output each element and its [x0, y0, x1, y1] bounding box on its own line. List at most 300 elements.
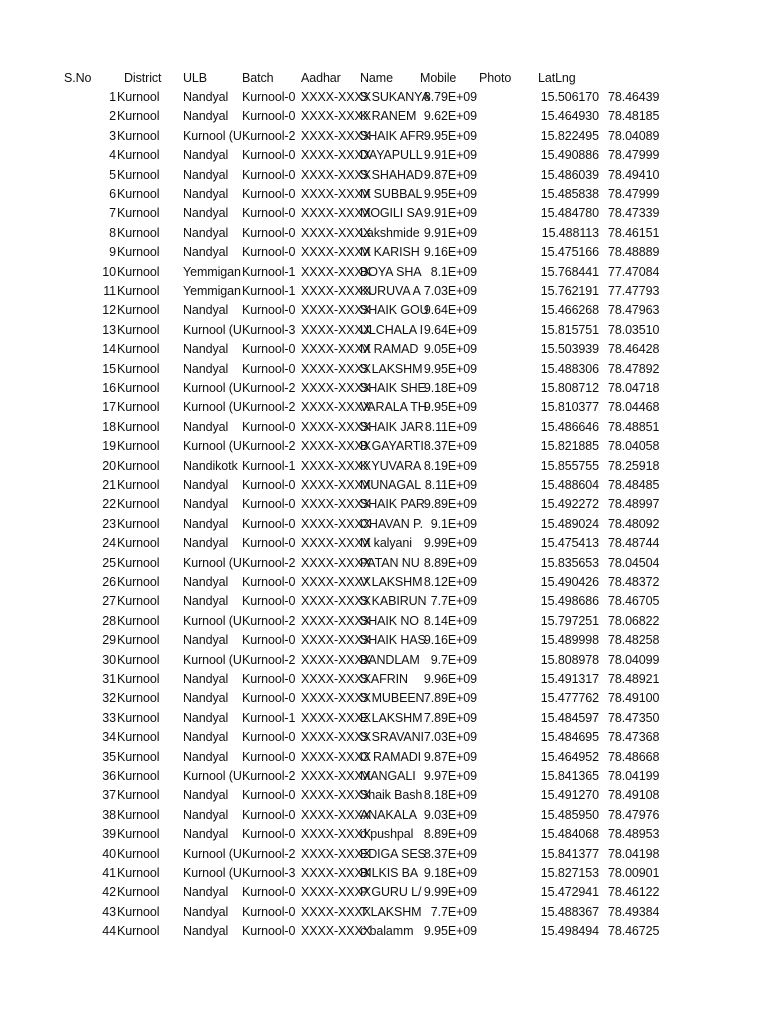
name-cell[interactable]: G RAMADI — [360, 750, 422, 764]
name-cell[interactable]: DAYAPULL — [360, 148, 423, 162]
lat-cell[interactable]: 15.810377 — [540, 400, 599, 414]
mobile-cell[interactable]: 9.64E+09 — [423, 303, 477, 317]
sno-cell[interactable]: 26 — [102, 575, 116, 589]
name-cell[interactable]: KURUVA A — [360, 284, 421, 298]
aadhar-cell[interactable]: XXXX-XXXX — [301, 148, 371, 162]
ulb-cell[interactable]: Nandyal — [183, 788, 229, 802]
batch-cell[interactable]: Kurnool-0 — [242, 633, 296, 647]
name-cell[interactable]: SHAIK GOU — [360, 303, 429, 317]
header-name[interactable]: Name — [360, 71, 393, 85]
lng-cell[interactable]: 78.46439 — [608, 90, 660, 104]
ulb-cell[interactable]: Nandyal — [183, 168, 229, 182]
name-cell[interactable]: S MUBEEN — [360, 691, 425, 705]
batch-cell[interactable]: Kurnool-0 — [242, 90, 296, 104]
header-district[interactable]: District — [124, 71, 162, 85]
district-cell[interactable]: Kurnool — [117, 866, 160, 880]
name-cell[interactable]: V LAKSHM — [360, 575, 423, 589]
lng-cell[interactable]: 78.47350 — [608, 711, 660, 725]
lat-cell[interactable]: 15.484695 — [540, 730, 599, 744]
mobile-cell[interactable]: 7.03E+09 — [423, 284, 477, 298]
lat-cell[interactable]: 15.491317 — [540, 672, 599, 686]
district-cell[interactable]: Kurnool — [117, 420, 160, 434]
mobile-cell[interactable]: 9.89E+09 — [423, 497, 477, 511]
sno-cell[interactable]: 3 — [109, 129, 116, 143]
mobile-cell[interactable]: 9.16E+09 — [423, 633, 477, 647]
aadhar-cell[interactable]: XXXX-XXXX — [301, 168, 371, 182]
lng-cell[interactable]: 78.47999 — [608, 187, 660, 201]
mobile-cell[interactable]: 9.62E+09 — [423, 109, 477, 123]
sno-cell[interactable]: 34 — [102, 730, 116, 744]
name-cell[interactable]: S SRAVANI — [360, 730, 424, 744]
mobile-cell[interactable]: 8.37E+09 — [423, 439, 477, 453]
batch-cell[interactable]: Kurnool-0 — [242, 730, 296, 744]
name-cell[interactable]: SHAIK AFR — [360, 129, 425, 143]
mobile-cell[interactable]: 9.16E+09 — [423, 245, 477, 259]
sno-cell[interactable]: 18 — [102, 420, 116, 434]
name-cell[interactable]: B GAYARTI — [360, 439, 424, 453]
mobile-cell[interactable]: 9.95E+09 — [423, 924, 477, 938]
mobile-cell[interactable]: 9.97E+09 — [423, 769, 477, 783]
district-cell[interactable]: Kurnool — [117, 381, 160, 395]
district-cell[interactable]: Kurnool — [117, 808, 160, 822]
name-cell[interactable]: K YUVARA — [360, 459, 422, 473]
sno-cell[interactable]: 13 — [102, 323, 116, 337]
lat-cell[interactable]: 15.768441 — [540, 265, 599, 279]
lat-cell[interactable]: 15.827153 — [540, 866, 599, 880]
ulb-cell[interactable]: Yemmigan — [183, 284, 241, 298]
district-cell[interactable]: Kurnool — [117, 265, 160, 279]
sno-cell[interactable]: 10 — [102, 265, 116, 279]
aadhar-cell[interactable]: XXXX-XXXX — [301, 206, 371, 220]
sno-cell[interactable]: 35 — [102, 750, 116, 764]
lat-cell[interactable]: 15.488113 — [541, 226, 599, 240]
mobile-cell[interactable]: 8.11E+09 — [424, 478, 477, 492]
lng-cell[interactable]: 78.49100 — [608, 691, 660, 705]
lat-cell[interactable]: 15.486039 — [540, 168, 599, 182]
lat-cell[interactable]: 15.491270 — [540, 788, 599, 802]
sno-cell[interactable]: 7 — [109, 206, 116, 220]
lng-cell[interactable]: 78.46705 — [608, 594, 660, 608]
district-cell[interactable]: Kurnool — [117, 362, 160, 376]
lng-cell[interactable]: 78.46428 — [608, 342, 660, 356]
ulb-cell[interactable]: Nandyal — [183, 90, 229, 104]
lng-cell[interactable]: 77.47793 — [608, 284, 660, 298]
mobile-cell[interactable]: 9.03E+09 — [423, 808, 477, 822]
lat-cell[interactable]: 15.477762 — [540, 691, 599, 705]
district-cell[interactable]: Kurnool — [117, 711, 160, 725]
aadhar-cell[interactable]: XXXX-XXXX — [301, 788, 371, 802]
lat-cell[interactable]: 15.506170 — [540, 90, 599, 104]
district-cell[interactable]: Kurnool — [117, 653, 160, 667]
name-cell[interactable]: E LAKSHM — [360, 711, 423, 725]
sno-cell[interactable]: 9 — [109, 245, 116, 259]
district-cell[interactable]: Kurnool — [117, 924, 160, 938]
mobile-cell[interactable]: 9.7E+09 — [430, 653, 477, 667]
lat-cell[interactable]: 15.492272 — [540, 497, 599, 511]
lng-cell[interactable]: 78.48997 — [608, 497, 660, 511]
district-cell[interactable]: Kurnool — [117, 148, 160, 162]
batch-cell[interactable]: Kurnool-1 — [242, 711, 296, 725]
district-cell[interactable]: Kurnool — [117, 769, 160, 783]
mobile-cell[interactable]: 9.91E+09 — [423, 226, 477, 240]
district-cell[interactable]: Kurnool — [117, 109, 160, 123]
lng-cell[interactable]: 78.48372 — [608, 575, 660, 589]
aadhar-cell[interactable]: XXXX-XXXX — [301, 226, 371, 240]
name-cell[interactable]: BANDLAM — [360, 653, 420, 667]
ulb-cell[interactable]: Nandyal — [183, 362, 229, 376]
batch-cell[interactable]: Kurnool-0 — [242, 168, 296, 182]
lat-cell[interactable]: 15.815751 — [540, 323, 599, 337]
lat-cell[interactable]: 15.489998 — [540, 633, 599, 647]
aadhar-cell[interactable]: XXXX-XXXX — [301, 672, 371, 686]
mobile-cell[interactable]: 9.91E+09 — [423, 148, 477, 162]
district-cell[interactable]: Kurnool — [117, 691, 160, 705]
batch-cell[interactable]: Kurnool-0 — [242, 245, 296, 259]
ulb-cell[interactable]: Kurnool (U — [183, 653, 242, 667]
ulb-cell[interactable]: Nandyal — [183, 594, 229, 608]
name-cell[interactable]: BOYA SHA — [360, 265, 422, 279]
sno-cell[interactable]: 6 — [109, 187, 116, 201]
name-cell[interactable]: c balamm — [360, 924, 414, 938]
lat-cell[interactable]: 15.484068 — [540, 827, 599, 841]
district-cell[interactable]: Kurnool — [117, 226, 160, 240]
lng-cell[interactable]: 78.04504 — [608, 556, 660, 570]
sno-cell[interactable]: 8 — [109, 226, 116, 240]
lat-cell[interactable]: 15.486646 — [540, 420, 599, 434]
ulb-cell[interactable]: Kurnool (U — [183, 129, 242, 143]
name-cell[interactable]: SHAIK PAR — [360, 497, 425, 511]
ulb-cell[interactable]: Nandyal — [183, 187, 229, 201]
district-cell[interactable]: Kurnool — [117, 439, 160, 453]
lat-cell[interactable]: 15.498494 — [540, 924, 599, 938]
batch-cell[interactable]: Kurnool-0 — [242, 691, 296, 705]
batch-cell[interactable]: Kurnool-2 — [242, 614, 296, 628]
name-cell[interactable]: MOGILI SA — [360, 206, 424, 220]
name-cell[interactable]: SHAIK HAS — [360, 633, 426, 647]
name-cell[interactable]: SHAIK JAR — [360, 420, 424, 434]
ulb-cell[interactable]: Nandyal — [183, 750, 229, 764]
sno-cell[interactable]: 37 — [102, 788, 116, 802]
sno-cell[interactable]: 14 — [102, 342, 116, 356]
sno-cell[interactable]: 33 — [102, 711, 116, 725]
aadhar-cell[interactable]: XXXX-XXXX — [301, 342, 371, 356]
lng-cell[interactable]: 78.48744 — [608, 536, 660, 550]
lat-cell[interactable]: 15.822495 — [540, 129, 599, 143]
ulb-cell[interactable]: Kurnool (U — [183, 847, 242, 861]
aadhar-cell[interactable]: XXXX-XXXX — [301, 245, 371, 259]
sno-cell[interactable]: 15 — [102, 362, 116, 376]
lat-cell[interactable]: 15.841365 — [540, 769, 599, 783]
aadhar-cell[interactable]: XXXX-XXXX — [301, 808, 371, 822]
mobile-cell[interactable]: 8.89E+09 — [423, 827, 477, 841]
district-cell[interactable]: Kurnool — [117, 556, 160, 570]
lng-cell[interactable]: 78.48953 — [608, 827, 660, 841]
lng-cell[interactable]: 78.47999 — [608, 148, 660, 162]
mobile-cell[interactable]: 8.19E+09 — [423, 459, 477, 473]
mobile-cell[interactable]: 7.03E+09 — [423, 730, 477, 744]
header-mobile[interactable]: Mobile — [420, 71, 457, 85]
batch-cell[interactable]: Kurnool-0 — [242, 303, 296, 317]
sno-cell[interactable]: 20 — [102, 459, 116, 473]
name-cell[interactable]: MUNAGAL — [360, 478, 422, 492]
mobile-cell[interactable]: 9.91E+09 — [423, 206, 477, 220]
lng-cell[interactable]: 78.47963 — [608, 303, 660, 317]
batch-cell[interactable]: Kurnool-0 — [242, 362, 296, 376]
mobile-cell[interactable]: 9.95E+09 — [423, 362, 477, 376]
lng-cell[interactable]: 78.04468 — [608, 400, 660, 414]
batch-cell[interactable]: Kurnool-0 — [242, 788, 296, 802]
lat-cell[interactable]: 15.475413 — [540, 536, 599, 550]
lng-cell[interactable]: 78.48668 — [608, 750, 660, 764]
lat-cell[interactable]: 15.485838 — [540, 187, 599, 201]
batch-cell[interactable]: Kurnool-0 — [242, 420, 296, 434]
lat-cell[interactable]: 15.808712 — [540, 381, 599, 395]
lng-cell[interactable]: 78.48921 — [608, 672, 660, 686]
sno-cell[interactable]: 17 — [102, 400, 116, 414]
batch-cell[interactable]: Kurnool-0 — [242, 885, 296, 899]
sno-cell[interactable]: 23 — [102, 517, 116, 531]
aadhar-cell[interactable]: XXXX-XXXX — [301, 90, 371, 104]
ulb-cell[interactable]: Yemmigan — [183, 265, 241, 279]
aadhar-cell[interactable]: XXXX-XXXX — [301, 517, 371, 531]
ulb-cell[interactable]: Nandyal — [183, 478, 229, 492]
batch-cell[interactable]: Kurnool-0 — [242, 148, 296, 162]
mobile-cell[interactable]: 8.37E+09 — [423, 847, 477, 861]
aadhar-cell[interactable]: XXXX-XXXX — [301, 265, 371, 279]
ulb-cell[interactable]: Kurnool (U — [183, 556, 242, 570]
sno-cell[interactable]: 1 — [109, 90, 116, 104]
lng-cell[interactable]: 78.04199 — [608, 769, 660, 783]
ulb-cell[interactable]: Nandyal — [183, 206, 229, 220]
lat-cell[interactable]: 15.484597 — [540, 711, 599, 725]
batch-cell[interactable]: Kurnool-1 — [242, 265, 296, 279]
sno-cell[interactable]: 16 — [102, 381, 116, 395]
name-cell[interactable]: S SHAHAD — [360, 168, 424, 182]
lng-cell[interactable]: 78.49410 — [608, 168, 660, 182]
sno-cell[interactable]: 11 — [103, 284, 116, 298]
aadhar-cell[interactable]: XXXX-XXXX — [301, 323, 371, 337]
sno-cell[interactable]: 36 — [102, 769, 116, 783]
ulb-cell[interactable]: Nandyal — [183, 730, 229, 744]
lat-cell[interactable]: 15.797251 — [540, 614, 599, 628]
ulb-cell[interactable]: Nandyal — [183, 575, 229, 589]
lat-cell[interactable]: 15.472941 — [540, 885, 599, 899]
lng-cell[interactable]: 78.46725 — [608, 924, 660, 938]
lat-cell[interactable]: 15.489024 — [540, 517, 599, 531]
batch-cell[interactable]: Kurnool-0 — [242, 594, 296, 608]
aadhar-cell[interactable]: XXXX-XXXX — [301, 594, 371, 608]
batch-cell[interactable]: Kurnool-0 — [242, 924, 296, 938]
batch-cell[interactable]: Kurnool-2 — [242, 847, 296, 861]
district-cell[interactable]: Kurnool — [117, 303, 160, 317]
lng-cell[interactable]: 78.47339 — [608, 206, 660, 220]
district-cell[interactable]: Kurnool — [117, 750, 160, 764]
lat-cell[interactable]: 15.503939 — [540, 342, 599, 356]
name-cell[interactable]: S AFRIN — [360, 672, 408, 686]
name-cell[interactable]: S LAKSHM — [360, 362, 423, 376]
aadhar-cell[interactable]: XXXX-XXXX — [301, 769, 371, 783]
aadhar-cell[interactable]: XXXX-XXXX — [301, 633, 371, 647]
aadhar-cell[interactable]: XXXX-XXXX — [301, 827, 371, 841]
lat-cell[interactable]: 15.855755 — [540, 459, 599, 473]
name-cell[interactable]: PATAN NU — [360, 556, 420, 570]
lng-cell[interactable]: 78.04058 — [608, 439, 660, 453]
ulb-cell[interactable]: Nandyal — [183, 905, 229, 919]
lng-cell[interactable]: 78.06822 — [608, 614, 660, 628]
name-cell[interactable]: d pushpal — [360, 827, 414, 841]
lng-cell[interactable]: 78.48258 — [608, 633, 660, 647]
sno-cell[interactable]: 38 — [102, 808, 116, 822]
sno-cell[interactable]: 19 — [102, 439, 116, 453]
batch-cell[interactable]: Kurnool-2 — [242, 129, 296, 143]
mobile-cell[interactable]: 9.1E+09 — [430, 517, 477, 531]
ulb-cell[interactable]: Nandyal — [183, 924, 229, 938]
name-cell[interactable]: ULCHALA I — [360, 323, 424, 337]
ulb-cell[interactable]: Nandyal — [183, 691, 229, 705]
ulb-cell[interactable]: Nandyal — [183, 827, 229, 841]
lat-cell[interactable]: 15.466268 — [540, 303, 599, 317]
district-cell[interactable]: Kurnool — [117, 206, 160, 220]
district-cell[interactable]: Kurnool — [117, 168, 160, 182]
lng-cell[interactable]: 78.48185 — [608, 109, 660, 123]
aadhar-cell[interactable]: XXXX-XXXX — [301, 420, 371, 434]
batch-cell[interactable]: Kurnool-3 — [242, 866, 296, 880]
district-cell[interactable]: Kurnool — [117, 245, 160, 259]
ulb-cell[interactable]: Kurnool (U — [183, 400, 242, 414]
batch-cell[interactable]: Kurnool-0 — [242, 750, 296, 764]
sno-cell[interactable]: 32 — [102, 691, 116, 705]
aadhar-cell[interactable]: XXXX-XXXX — [301, 691, 371, 705]
sno-cell[interactable]: 41 — [102, 866, 116, 880]
sno-cell[interactable]: 25 — [102, 556, 116, 570]
lat-cell[interactable]: 15.821885 — [540, 439, 599, 453]
district-cell[interactable]: Kurnool — [117, 905, 160, 919]
mobile-cell[interactable]: 7.89E+09 — [423, 691, 477, 705]
name-cell[interactable]: M RAMAD — [360, 342, 419, 356]
ulb-cell[interactable]: Kurnool (U — [183, 439, 242, 453]
sno-cell[interactable]: 4 — [109, 148, 116, 162]
aadhar-cell[interactable]: XXXX-XXXX — [301, 303, 371, 317]
district-cell[interactable]: Kurnool — [117, 885, 160, 899]
lng-cell[interactable]: 78.48485 — [608, 478, 660, 492]
lat-cell[interactable]: 15.475166 — [540, 245, 599, 259]
lng-cell[interactable]: 78.49108 — [608, 788, 660, 802]
sno-cell[interactable]: 42 — [102, 885, 116, 899]
ulb-cell[interactable]: Nandyal — [183, 497, 229, 511]
district-cell[interactable]: Kurnool — [117, 614, 160, 628]
ulb-cell[interactable]: Nandyal — [183, 672, 229, 686]
batch-cell[interactable]: Kurnool-0 — [242, 497, 296, 511]
batch-cell[interactable]: Kurnool-1 — [242, 284, 296, 298]
lat-cell[interactable]: 15.484780 — [540, 206, 599, 220]
district-cell[interactable]: Kurnool — [117, 90, 160, 104]
sno-cell[interactable]: 27 — [102, 594, 116, 608]
lng-cell[interactable]: 78.48889 — [608, 245, 660, 259]
sno-cell[interactable]: 24 — [102, 536, 116, 550]
ulb-cell[interactable]: Nandyal — [183, 342, 229, 356]
aadhar-cell[interactable]: XXXX-XXXX — [301, 924, 371, 938]
district-cell[interactable]: Kurnool — [117, 730, 160, 744]
lat-cell[interactable]: 15.498686 — [540, 594, 599, 608]
batch-cell[interactable]: Kurnool-2 — [242, 400, 296, 414]
batch-cell[interactable]: Kurnool-0 — [242, 478, 296, 492]
name-cell[interactable]: VARALA TH — [360, 400, 427, 414]
lat-cell[interactable]: 15.485950 — [540, 808, 599, 822]
name-cell[interactable]: M kalyani — [360, 536, 412, 550]
batch-cell[interactable]: Kurnool-0 — [242, 905, 296, 919]
mobile-cell[interactable]: 8.89E+09 — [423, 556, 477, 570]
sno-cell[interactable]: 2 — [109, 109, 116, 123]
ulb-cell[interactable]: Nandyal — [183, 109, 229, 123]
mobile-cell[interactable]: 8.1E+09 — [430, 265, 477, 279]
lng-cell[interactable]: 78.46122 — [608, 885, 660, 899]
name-cell[interactable]: SHAIK SHE — [360, 381, 426, 395]
aadhar-cell[interactable]: XXXX-XXXX — [301, 439, 371, 453]
batch-cell[interactable]: Kurnool-2 — [242, 653, 296, 667]
batch-cell[interactable]: Kurnool-0 — [242, 342, 296, 356]
name-cell[interactable]: P GURU L/ — [360, 885, 422, 899]
sno-cell[interactable]: 22 — [102, 497, 116, 511]
mobile-cell[interactable]: 8.12E+09 — [423, 575, 477, 589]
lng-cell[interactable]: 78.48851 — [608, 420, 660, 434]
mobile-cell[interactable]: 9.99E+09 — [423, 536, 477, 550]
district-cell[interactable]: Kurnool — [117, 284, 160, 298]
ulb-cell[interactable]: Kurnool (U — [183, 614, 242, 628]
lng-cell[interactable]: 78.04099 — [608, 653, 660, 667]
header-photo[interactable]: Photo — [479, 71, 512, 85]
district-cell[interactable]: Kurnool — [117, 517, 160, 531]
aadhar-cell[interactable]: XXXX-XXXX — [301, 575, 371, 589]
lng-cell[interactable]: 78.04198 — [608, 847, 660, 861]
ulb-cell[interactable]: Nandyal — [183, 420, 229, 434]
name-cell[interactable]: Shaik Bash — [360, 788, 423, 802]
aadhar-cell[interactable]: XXXX-XXXX — [301, 459, 371, 473]
lng-cell[interactable]: 78.47892 — [608, 362, 660, 376]
ulb-cell[interactable]: Nandyal — [183, 885, 229, 899]
aadhar-cell[interactable]: XXXX-XXXX — [301, 497, 371, 511]
aadhar-cell[interactable]: XXXX-XXXX — [301, 653, 371, 667]
ulb-cell[interactable]: Nandyal — [183, 226, 229, 240]
sno-cell[interactable]: 28 — [102, 614, 116, 628]
aadhar-cell[interactable]: XXXX-XXXX — [301, 381, 371, 395]
batch-cell[interactable]: Kurnool-0 — [242, 672, 296, 686]
district-cell[interactable]: Kurnool — [117, 536, 160, 550]
mobile-cell[interactable]: 9.87E+09 — [423, 750, 477, 764]
lat-cell[interactable]: 15.464952 — [540, 750, 599, 764]
aadhar-cell[interactable]: XXXX-XXXX — [301, 556, 371, 570]
batch-cell[interactable]: Kurnool-0 — [242, 187, 296, 201]
name-cell[interactable]: T LAKSHM — [360, 905, 422, 919]
name-cell[interactable]: M SUBBAL — [360, 187, 423, 201]
district-cell[interactable]: Kurnool — [117, 478, 160, 492]
name-cell[interactable]: K RANEM — [360, 109, 417, 123]
ulb-cell[interactable]: Kurnool (U — [183, 323, 242, 337]
lng-cell[interactable]: 78.49384 — [608, 905, 660, 919]
district-cell[interactable]: Kurnool — [117, 827, 160, 841]
aadhar-cell[interactable]: XXXX-XXXX — [301, 129, 371, 143]
mobile-cell[interactable]: 7.7E+09 — [430, 905, 477, 919]
name-cell[interactable]: ANAKALA — [360, 808, 417, 822]
name-cell[interactable]: EDIGA SES — [360, 847, 426, 861]
district-cell[interactable]: Kurnool — [117, 400, 160, 414]
aadhar-cell[interactable]: XXXX-XXXX — [301, 284, 371, 298]
lng-cell[interactable]: 78.48092 — [608, 517, 660, 531]
district-cell[interactable]: Kurnool — [117, 187, 160, 201]
sno-cell[interactable]: 12 — [102, 303, 116, 317]
batch-cell[interactable]: Kurnool-2 — [242, 439, 296, 453]
lng-cell[interactable]: 78.25918 — [608, 459, 660, 473]
name-cell[interactable]: Lakshmide — [360, 226, 420, 240]
